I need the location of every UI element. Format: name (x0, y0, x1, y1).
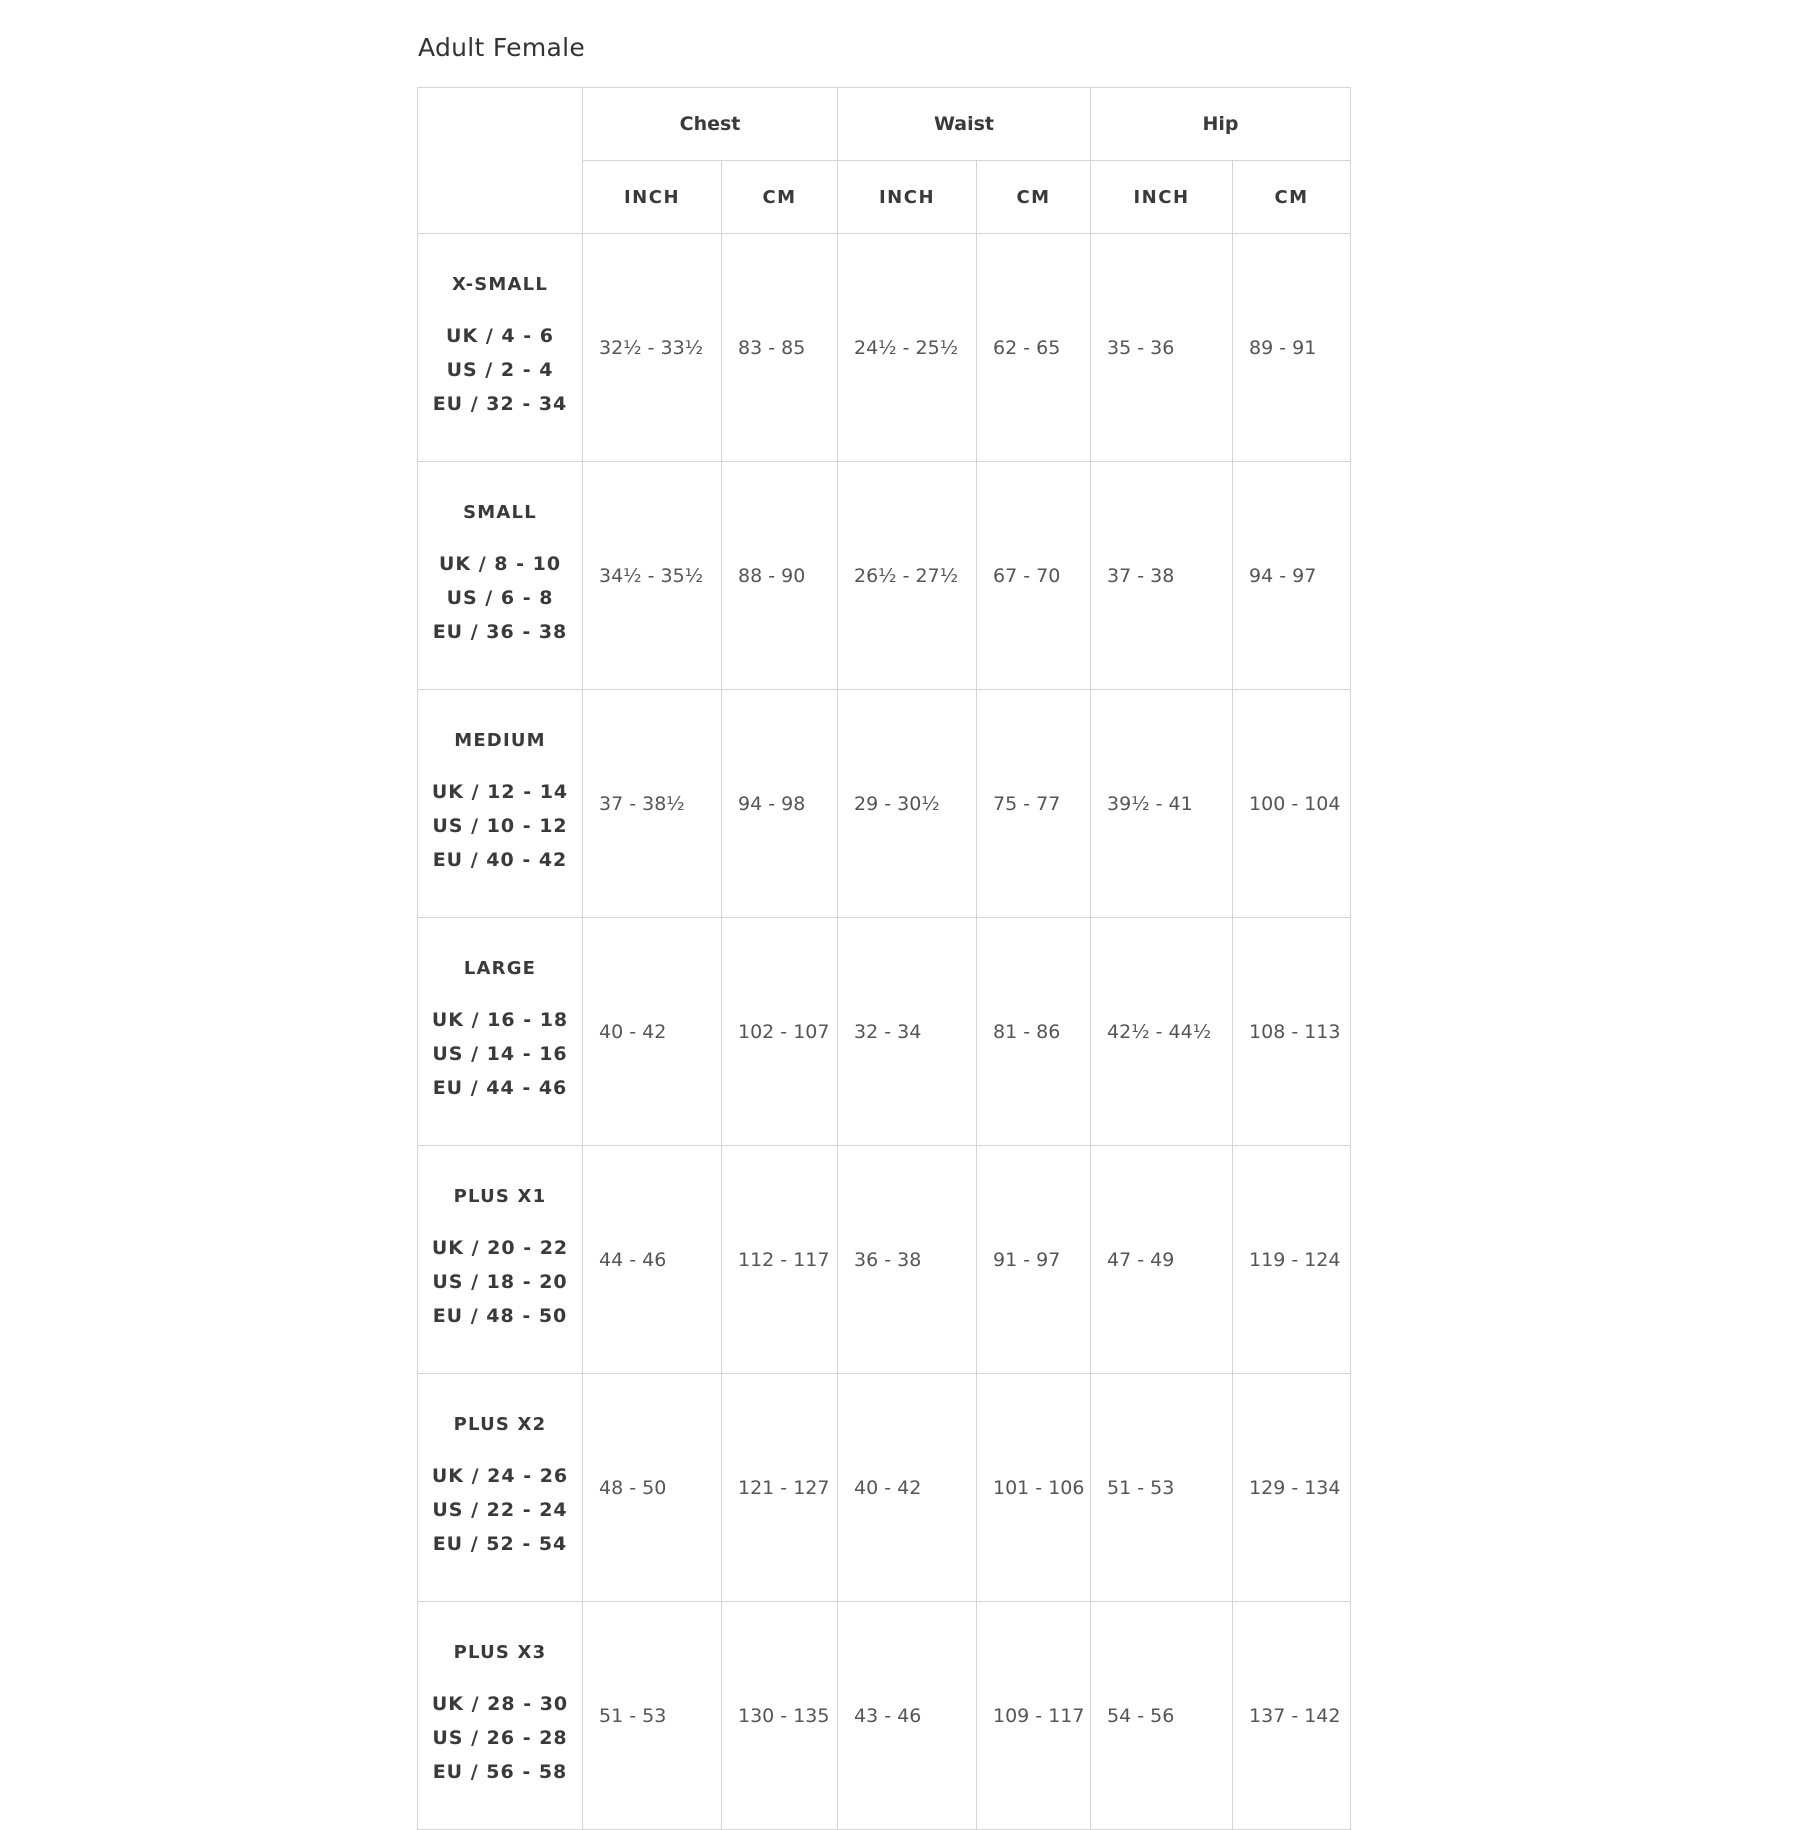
table-row (418, 1374, 1351, 1602)
size-uk: UK / 16 - 18 (431, 1009, 569, 1031)
waist-inch-cell: 40 - 42 (838, 1374, 977, 1602)
waist-cm-cell: 75 - 77 (977, 690, 1091, 918)
size-uk: UK / 24 - 26 (431, 1465, 569, 1487)
page-title: Adult Female (418, 33, 586, 62)
table-body (418, 234, 1351, 1830)
header-hip-cm: CM (1233, 161, 1351, 234)
waist-inch-cell: 43 - 46 (838, 1602, 977, 1830)
hip-cm-cell: 108 - 113 (1233, 918, 1351, 1146)
waist-inch-cell: 36 - 38 (838, 1146, 977, 1374)
hip-inch-cell: 47 - 49 (1091, 1146, 1233, 1374)
size-us: US / 22 - 24 (432, 1499, 568, 1521)
size-eu: EU / 40 - 42 (432, 849, 568, 871)
waist-cm-cell: 91 - 97 (977, 1146, 1091, 1374)
table-row (418, 462, 1351, 690)
size-name: PLUS X3 (453, 1642, 547, 1663)
chest-cm-cell: 130 - 135 (722, 1602, 838, 1830)
size-us: US / 6 - 8 (446, 587, 554, 609)
hip-inch-cell: 42½ - 44½ (1091, 918, 1233, 1146)
size-label-cell (418, 690, 583, 918)
header-waist-inch: INCH (838, 161, 977, 234)
size-eu: EU / 52 - 54 (432, 1533, 568, 1555)
waist-cm-cell: 109 - 117 (977, 1602, 1091, 1830)
size-uk: UK / 4 - 6 (446, 325, 554, 347)
hip-cm-cell: 89 - 91 (1233, 234, 1351, 462)
waist-inch-cell: 24½ - 25½ (838, 234, 977, 462)
table-row (418, 918, 1351, 1146)
size-uk: UK / 8 - 10 (438, 553, 562, 575)
chest-cm-cell: 121 - 127 (722, 1374, 838, 1602)
chest-cm-cell: 112 - 117 (722, 1146, 838, 1374)
hip-cm-cell: 137 - 142 (1233, 1602, 1351, 1830)
size-uk: UK / 28 - 30 (431, 1693, 569, 1715)
waist-inch-cell: 29 - 30½ (838, 690, 977, 918)
hip-inch-cell: 37 - 38 (1091, 462, 1233, 690)
header-corner-cell (418, 88, 583, 234)
size-name: MEDIUM (454, 730, 546, 751)
size-eu: EU / 32 - 34 (432, 393, 568, 415)
hip-cm-cell: 119 - 124 (1233, 1146, 1351, 1374)
waist-cm-cell: 67 - 70 (977, 462, 1091, 690)
header-waist: Waist (838, 88, 1091, 161)
size-eu: EU / 36 - 38 (432, 621, 568, 643)
chest-cm-cell: 102 - 107 (722, 918, 838, 1146)
chest-inch-cell: 34½ - 35½ (583, 462, 722, 690)
header-chest-cm: CM (722, 161, 838, 234)
size-us: US / 18 - 20 (432, 1271, 568, 1293)
hip-cm-cell: 94 - 97 (1233, 462, 1351, 690)
chest-inch-cell: 40 - 42 (583, 918, 722, 1146)
chest-cm-cell: 94 - 98 (722, 690, 838, 918)
waist-cm-cell: 81 - 86 (977, 918, 1091, 1146)
size-uk: UK / 20 - 22 (431, 1237, 569, 1259)
size-uk: UK / 12 - 14 (431, 781, 569, 803)
hip-inch-cell: 39½ - 41 (1091, 690, 1233, 918)
header-chest-inch: INCH (583, 161, 722, 234)
size-us: US / 2 - 4 (446, 359, 554, 381)
size-name: X-SMALL (451, 274, 549, 295)
size-eu: EU / 48 - 50 (432, 1305, 568, 1327)
size-label-cell (418, 462, 583, 690)
chest-inch-cell: 32½ - 33½ (583, 234, 722, 462)
size-label-cell (418, 234, 583, 462)
chest-cm-cell: 83 - 85 (722, 234, 838, 462)
header-row-groups (418, 88, 1351, 161)
size-label-cell (418, 918, 583, 1146)
size-chart-table (417, 87, 1351, 1830)
header-chest: Chest (583, 88, 838, 161)
waist-inch-cell: 32 - 34 (838, 918, 977, 1146)
waist-inch-cell: 26½ - 27½ (838, 462, 977, 690)
chest-cm-cell: 88 - 90 (722, 462, 838, 690)
hip-cm-cell: 129 - 134 (1233, 1374, 1351, 1602)
size-eu: EU / 56 - 58 (432, 1761, 568, 1783)
hip-inch-cell: 35 - 36 (1091, 234, 1233, 462)
header-hip-inch: INCH (1091, 161, 1233, 234)
table-row (418, 1602, 1351, 1830)
waist-cm-cell: 62 - 65 (977, 234, 1091, 462)
header-waist-cm: CM (977, 161, 1091, 234)
hip-inch-cell: 51 - 53 (1091, 1374, 1233, 1602)
table-row (418, 690, 1351, 918)
waist-cm-cell: 101 - 106 (977, 1374, 1091, 1602)
table-header (418, 88, 1351, 234)
size-label-cell (418, 1374, 583, 1602)
hip-cm-cell: 100 - 104 (1233, 690, 1351, 918)
chest-inch-cell: 44 - 46 (583, 1146, 722, 1374)
chest-inch-cell: 37 - 38½ (583, 690, 722, 918)
size-label-cell (418, 1602, 583, 1830)
size-us: US / 26 - 28 (432, 1727, 568, 1749)
size-name: SMALL (463, 502, 537, 523)
size-name: PLUS X1 (453, 1186, 547, 1207)
table-row (418, 1146, 1351, 1374)
size-us: US / 14 - 16 (432, 1043, 568, 1065)
chest-inch-cell: 51 - 53 (583, 1602, 722, 1830)
size-us: US / 10 - 12 (432, 815, 568, 837)
hip-inch-cell: 54 - 56 (1091, 1602, 1233, 1830)
size-eu: EU / 44 - 46 (432, 1077, 568, 1099)
size-label-cell (418, 1146, 583, 1374)
table-row (418, 234, 1351, 462)
header-hip: Hip (1091, 88, 1351, 161)
chest-inch-cell: 48 - 50 (583, 1374, 722, 1602)
size-name: LARGE (463, 958, 537, 979)
size-name: PLUS X2 (453, 1414, 547, 1435)
